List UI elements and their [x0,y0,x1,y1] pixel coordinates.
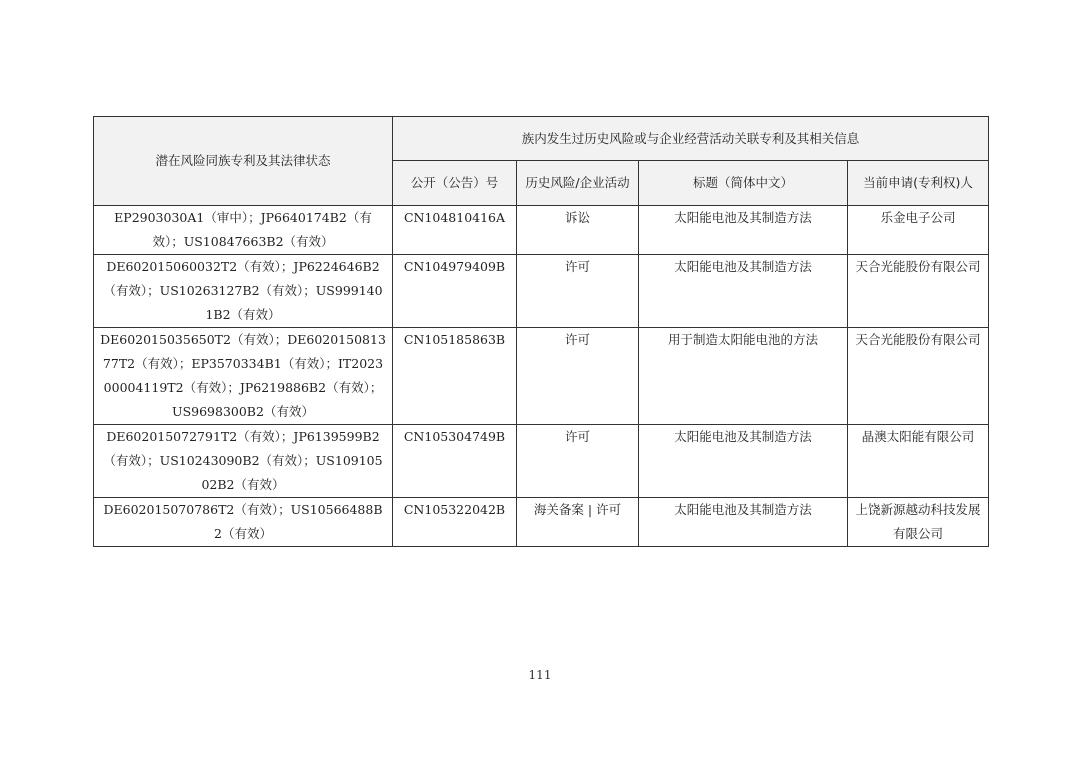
pub-no-cell: CN105322042B [393,498,517,547]
activity-cell: 诉讼 [517,206,639,255]
header-related-info: 族内发生过历史风险或与企业经营活动关联专利及其相关信息 [393,117,989,161]
table-row [94,206,989,255]
activity-cell: 许可 [517,425,639,498]
family-status-cell: DE602015072791T2（有效）；JP6139599B2（有效）；US10243090B2（有效）；US10910502B2（有效） [94,425,393,498]
header-holder: 当前申请(专利权)人 [848,161,989,206]
header-family-status: 潜在风险同族专利及其法律状态 [94,117,393,206]
holder-cell: 天合光能股份有限公司 [848,328,989,425]
pub-no-cell: CN104810416A [393,206,517,255]
title-cell: 用于制造太阳能电池的方法 [639,328,848,425]
table-row [94,255,989,328]
table-row [94,498,989,547]
title-cell: 太阳能电池及其制造方法 [639,498,848,547]
pub-no-cell: CN104979409B [393,255,517,328]
pub-no-cell: CN105304749B [393,425,517,498]
title-cell: 太阳能电池及其制造方法 [639,206,848,255]
table-header-row [94,117,989,161]
holder-cell: 天合光能股份有限公司 [848,255,989,328]
holder-cell: 晶澳太阳能有限公司 [848,425,989,498]
family-status-cell: DE602015070786T2（有效）；US10566488B2（有效） [94,498,393,547]
holder-cell: 乐金电子公司 [848,206,989,255]
header-pub-no: 公开（公告）号 [393,161,517,206]
table-row [94,425,989,498]
header-activity: 历史风险/企业活动 [517,161,639,206]
family-status-cell: DE602015035650T2（有效）；DE602015081377T2（有效）；EP3570334B1（有效）；IT202300004119T2（有效）；JP6219886B2（有效）；US9698300B2（有效） [94,328,393,425]
family-status-cell: DE602015060032T2（有效）；JP6224646B2（有效）；US10263127B2（有效）；US9991401B2（有效） [94,255,393,328]
patent-risk-table [93,116,989,547]
activity-cell: 许可 [517,328,639,425]
page-number: 111 [528,668,552,682]
table-row [94,328,989,425]
family-status-cell: EP2903030A1（审中）；JP6640174B2（有效）；US10847663B2（有效） [94,206,393,255]
holder-cell: 上饶新源越动科技发展有限公司 [848,498,989,547]
pub-no-cell: CN105185863B [393,328,517,425]
activity-cell: 许可 [517,255,639,328]
title-cell: 太阳能电池及其制造方法 [639,425,848,498]
activity-cell: 海关备案 | 许可 [517,498,639,547]
title-cell: 太阳能电池及其制造方法 [639,255,848,328]
header-title: 标题（简体中文） [639,161,848,206]
